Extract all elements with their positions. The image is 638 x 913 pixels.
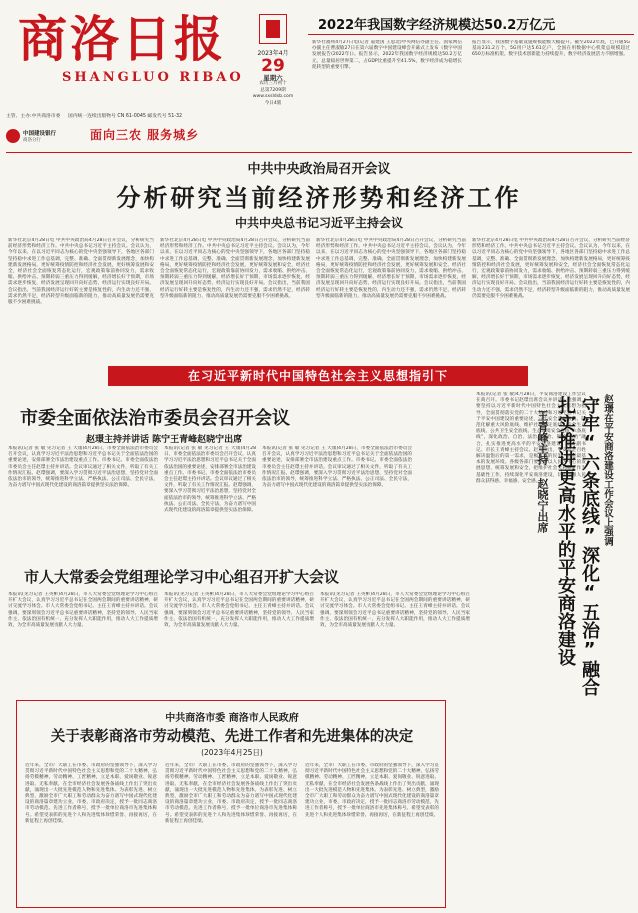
top-right-article xyxy=(308,14,634,142)
day: 29 xyxy=(261,56,285,76)
bank-name: 中国建设银行 xyxy=(23,131,57,137)
date-box xyxy=(242,14,304,150)
decision-text: 近年来，全市广大职工在市委、市政府的坚强领导下，深入学习贯彻习近平新时代中国特色社会主义思想和党的二十大精神，弘扬劳模精神、劳动精神、工匠精神，立足本职、爱岗敬业、锐意进取、无私奉献，在全市经济社会发展各条战线上作出了突出贡献，涌现出一大批先进模范人物和先进集体。为表彰先进、树立典型，激励全市广大职工和劳动群众为奋力谱写中国式现代化建设的商洛篇章建功立业，市委、市政府决定，授予一批同志商洛市劳动模范、先进工作者称号，授予一批单位商洛市先进集体称号。希望受表彰的先进个人和先进集体珍惜荣誉、再接再厉，在新征程上再创佳绩。 xyxy=(305,763,439,818)
story-2-subhead: 赵璟主持并讲话 陈宁王青峰赵晓宁出席 xyxy=(86,435,243,445)
story-3-headline: 市人大常委会党组理论学习中心组召开扩大会议 xyxy=(24,568,340,586)
vertical-kicker: 赵璟在平安商洛建设工作会议上强调 xyxy=(602,394,613,546)
decision-date: (2023年4月25日) xyxy=(201,748,263,757)
story-2-text: 本报讯(记者 张 敏 见习记者 王 大康)4月28日，市委全面依法治市委员会召开会议，认真学习习近平法治思想和习近平总书记关于全面依法治国的重要论述，安排部署全市法治建设重点工作。市委书记、市委全面依法治市委员会主任赵璟主持并讲话。会议审议通过了相关文件，听取了有关工作情况汇报。赵璟强调，要深入学习贯彻习近平法治思想，坚持党对全面依法治市的领导，统筹推进科学立法、严格执法、公正司法、全民守法，为奋力谱写中国式现代化建设的商洛篇章提供坚实法治保障。 xyxy=(262,446,412,489)
theme-banner: 在习近平新时代中国特色社会主义思想指引下 xyxy=(108,366,528,386)
bank-branch: 商洛分行 xyxy=(23,138,41,143)
article-text: 新华社福州4月27日电(记者 董建国 王思北)中央网信办副主任、国家网信办副主任曹淑敏27日在第六届数字中国建设峰会开幕式上发布《数字中国发展报告(2022年)》。报告显示，2022年我国数字经济规模达50.2万亿元，总量稳居世界第二，占GDP比重提升至41.5%，数字经济成为稳增长促转型的重要引擎。 xyxy=(312,40,462,70)
weekday: 星期六 xyxy=(263,74,283,82)
website: www.sxsldsb.com xyxy=(252,94,294,100)
lead-text: 新华社北京4月28日电 中共中央政治局4月28日召开会议，分析研究当前经济形势和经济工作。中共中央总书记习近平主持会议。会议认为，今年以来，在以习近平同志为核心的党中央坚强领导下，各地区各部门坚持稳中求进工作总基调，完整、准确、全面贯彻新发展理念，加快构建新发展格局，更好统筹疫情防控和经济社会发展，更好统筹发展和安全，经济社会全面恢复常态化运行，宏观政策靠前协同发力，需求收缩、供给冲击、预期转弱三重压力得到缓解，经济增长好于预期，市场需求逐步恢复，经济发展呈现回升向好态势，经济运行实现良好开局。会议指出，当前我国经济运行好转主要是恢复性的，内生动力还不强，需求仍然不足，经济转型升级面临新的阻力，推动高质量发展仍需要克服不少困难挑战。 xyxy=(8,238,154,306)
year-month: 2023年4月 xyxy=(257,50,289,57)
story-2-headline: 市委全面依法治市委员会召开会议 xyxy=(20,408,290,429)
story-3-text: 本报讯(见习记者 王英彬)4月28日，市人大常委会党组理论学习中心组召开扩大会议，认真学习习近平总书记在全国两会期间的重要讲话精神，研讨交流学习体会。市人大常委会党组书记、主任王青峰主持并讲话。会议强调，要深刻领会习近平总书记重要讲话精神，坚持党的领导、人民当家作主、依法治国有机统一，充分发挥人大职能作用，推动人大工作提质增效，为全市高质量发展贡献人大力量。 xyxy=(320,592,470,629)
decision-title: 关于表彰商洛市劳动模范、先进工作者和先进集体的决定 xyxy=(50,729,414,745)
lead-headline: 分析研究当前经济形势和经济工作 xyxy=(116,184,522,212)
divider xyxy=(6,152,632,153)
vertical-byline: 王青峰主持 赵晓宁出席 xyxy=(536,410,549,533)
lead-kicker: 中共中央政治局召开会议 xyxy=(247,162,391,177)
bank-icon xyxy=(6,129,20,143)
decision-kicker: 中共商洛市委 商洛市人民政府 xyxy=(165,713,299,724)
publication-codes: 国内统一连续出版物号 CN 61-0045 邮发代号 51-32 xyxy=(67,114,183,119)
story-2-text: 本报讯(记者 张 敏 见习记者 王 大康)4月28日，市委全面依法治市委员会召开会议，认真学习习近平法治思想和习近平总书记关于全面依法治国的重要论述，安排部署全市法治建设重点工作。市委书记、市委全面依法治市委员会主任赵璟主持并讲话。会议审议通过了相关文件，听取了有关工作情况汇报。赵璟强调，要深入学习贯彻习近平法治思想，坚持党对全面依法治市的领导，统筹推进科学立法、严格执法、公正司法、全民守法，为奋力谱写中国式现代化建设的商洛篇章提供坚实法治保障。 xyxy=(164,446,256,514)
lead-text: 新华社北京4月28日电 中共中央政治局4月28日召开会议，分析研究当前经济形势和经济工作。中共中央总书记习近平主持会议。会议认为，今年以来，在以习近平同志为核心的党中央坚强领导下，各地区各部门坚持稳中求进工作总基调，完整、准确、全面贯彻新发展理念，加快构建新发展格局，更好统筹疫情防控和经济社会发展，更好统筹发展和安全，经济社会全面恢复常态化运行，宏观政策靠前协同发力，需求收缩、供给冲击、预期转弱三重压力得到缓解，经济增长好于预期，市场需求逐步恢复，经济发展呈现回升向好态势，经济运行实现良好开局。会议指出，当前我国经济运行好转主要是恢复性的，内生动力还不强，需求仍然不足，经济转型升级面临新的阻力，推动高质量发展仍需要克服不少困难挑战。 xyxy=(160,238,310,299)
lead-text: 新华社北京4月28日电 中共中央政治局4月28日召开会议，分析研究当前经济形势和经济工作。中共中央总书记习近平主持会议。会议认为，今年以来，在以习近平同志为核心的党中央坚强领导下，各地区各部门坚持稳中求进工作总基调，完整、准确、全面贯彻新发展理念，加快构建新发展格局，更好统筹疫情防控和经济社会发展，更好统筹发展和安全，经济社会全面恢复常态化运行，宏观政策靠前协同发力，需求收缩、供给冲击、预期转弱三重压力得到缓解，经济增长好于预期，市场需求逐步恢复，经济发展呈现回升向好态势，经济运行实现良好开局。会议指出，当前我国经济运行好转主要是恢复性的，内生动力还不强，需求仍然不足，经济转型升级面临新的阻力，推动高质量发展仍需要克服不少困难挑战。 xyxy=(316,238,466,299)
article-text: 报告显示，我国数字基础设施规模能级大幅提升。截至2022年底，已开通5G基站231.2万个，5G用户达5.61亿户，全国在用数据中心机架总规模超过650万标准机架。数字技术创新能力持续提升，数字经济发展活力不断增强。 xyxy=(472,40,630,58)
decision-text: 近年来，全市广大职工在市委、市政府的坚强领导下，深入学习贯彻习近平新时代中国特色社会主义思想和党的二十大精神，弘扬劳模精神、劳动精神、工匠精神，立足本职、爱岗敬业、锐意进取、无私奉献，在全市经济社会发展各条战线上作出了突出贡献，涌现出一大批先进模范人物和先进集体。为表彰先进、树立典型，激励全市广大职工和劳动群众为奋力谱写中国式现代化建设的商洛篇章建功立业，市委、市政府决定，授予一批同志商洛市劳动模范、先进工作者称号，授予一批单位商洛市先进集体称号。希望受表彰的先进个人和先进集体珍惜荣誉、再接再厉，在新征程上再创佳绩。 xyxy=(165,763,297,824)
story-2-text: 本报讯(记者 张 敏 见习记者 王 大康)4月28日，市委全面依法治市委员会召开会议，认真学习习近平法治思想和习近平总书记关于全面依法治国的重要论述，安排部署全市法治建设重点工作。市委书记、市委全面依法治市委员会主任赵璟主持并讲话。会议审议通过了相关文件，听取了有关工作情况汇报。赵璟强调，要深入学习贯彻习近平法治思想，坚持党对全面依法治市的领导，统筹推进科学立法、严格执法、公正司法、全民守法，为奋力谱写中国式现代化建设的商洛篇章提供坚实法治保障。 xyxy=(8,446,158,489)
issue-number: 总第7209期 xyxy=(260,87,286,93)
lunar-date: 农历三月初十 xyxy=(259,81,287,87)
advertiser-logo xyxy=(6,126,66,148)
lead-text: 新华社北京4月28日电 中共中央政治局4月28日召开会议，分析研究当前经济形势和经济工作。中共中央总书记习近平主持会议。会议认为，今年以来，在以习近平同志为核心的党中央坚强领导下，各地区各部门坚持稳中求进工作总基调，完整、准确、全面贯彻新发展理念，加快构建新发展格局，更好统筹疫情防控和经济社会发展，更好统筹发展和安全，经济社会全面恢复常态化运行，宏观政策靠前协同发力，需求收缩、供给冲击、预期转弱三重压力得到缓解，经济增长好于预期，市场需求逐步恢复，经济发展呈现回升向好态势，经济运行实现良好开局。会议指出，当前我国经济运行好转主要是恢复性的，内生动力还不强，需求仍然不足，经济转型升级面临新的阻力，推动高质量发展仍需要克服不少困难挑战。 xyxy=(472,238,630,299)
vertical-headline-2: 扎实推进更高水平的平安商洛建设 xyxy=(555,396,576,666)
divider xyxy=(308,34,634,35)
story-3-text: 本报讯(见习记者 王英彬)4月28日，市人大常委会党组理论学习中心组召开扩大会议，认真学习习近平总书记在全国两会期间的重要讲话精神，研讨交流学习体会。市人大常委会党组书记、主任王青峰主持并讲话。会议强调，要深刻领会习近平总书记重要讲话精神，坚持党的领导、人民当家作主、依法治国有机统一，充分发挥人大职能作用，推动人大工作提质增效，为全市高质量发展贡献人大力量。 xyxy=(164,592,314,629)
page-count: 今日4版 xyxy=(264,100,282,106)
vertical-headline-1: 守牢“六条底线”深化“五治”融合 xyxy=(579,396,600,696)
publisher-info xyxy=(6,112,182,119)
newspaper-pinyin: SHANGLUO RIBAO xyxy=(62,70,244,85)
decision-box xyxy=(16,700,446,908)
masthead xyxy=(0,0,638,152)
publisher: 主管、主办:中共商洛市委 xyxy=(6,114,61,119)
story-4-text: 本报讯(记者 张 敏)4月28日，平安商洛建设工作会议在商召开。市委书记赵璟出席会议并讲话。他强调，要坚持以习近平新时代中国特色社会主义思想为指导，全面贯彻落实党的二十大精神和习近平总书记关于平安中国建设的重要论述，守牢安全发展底线、防范化解重大风险底线、维护社会稳定底线、安全生产底线、公共卫生安全底线、生态环境安全底线“六条底线”，深化政治、自治、法治、德治、智治“五治”融合，扎实推进更高水平的平安商洛建设。市委副书记、市长王青峰主持会议。赵璟指出，平安是老百姓解决温饱后的第一需求，是极重要的民生，也是最基本的发展环境。各级各部门要坚持以人民为中心的发展思想，统筹发展和安全，把维护社会大局稳定作为基础性工作，持续深化平安商洛建设，切实增强人民群众获得感、幸福感、安全感。 xyxy=(476,392,586,484)
story-3-text: 本报讯(见习记者 王英彬)4月28日，市人大常委会党组理论学习中心组召开扩大会议，认真学习习近平总书记在全国两会期间的重要讲话精神，研讨交流学习体会。市人大常委会党组书记、主任王青峰主持并讲话。会议强调，要深刻领会习近平总书记重要讲话精神，坚持党的领导、人民当家作主、依法治国有机统一，充分发挥人大职能作用，推动人大工作提质增效，为全市高质量发展贡献人大力量。 xyxy=(8,592,158,629)
lead-subhead: 中共中央总书记习近平主持会议 xyxy=(234,216,403,230)
top-right-headline: 2022年我国数字经济规模达50.2万亿元 xyxy=(318,18,556,33)
newspaper-logo: 商洛日报 xyxy=(18,11,227,68)
party-flag-icon xyxy=(259,14,287,44)
decision-text: 近年来，全市广大职工在市委、市政府的坚强领导下，深入学习贯彻习近平新时代中国特色社会主义思想和党的二十大精神，弘扬劳模精神、劳动精神、工匠精神，立足本职、爱岗敬业、锐意进取、无私奉献，在全市经济社会发展各条战线上作出了突出贡献，涌现出一大批先进模范人物和先进集体。为表彰先进、树立典型，激励全市广大职工和劳动群众为奋力谱写中国式现代化建设的商洛篇章建功立业，市委、市政府决定，授予一批同志商洛市劳动模范、先进工作者称号，授予一批单位商洛市先进集体称号。希望受表彰的先进个人和先进集体珍惜荣誉、再接再厉，在新征程上再创佳绩。 xyxy=(25,763,157,824)
slogan: 面向三农 服务城乡 xyxy=(90,128,200,142)
